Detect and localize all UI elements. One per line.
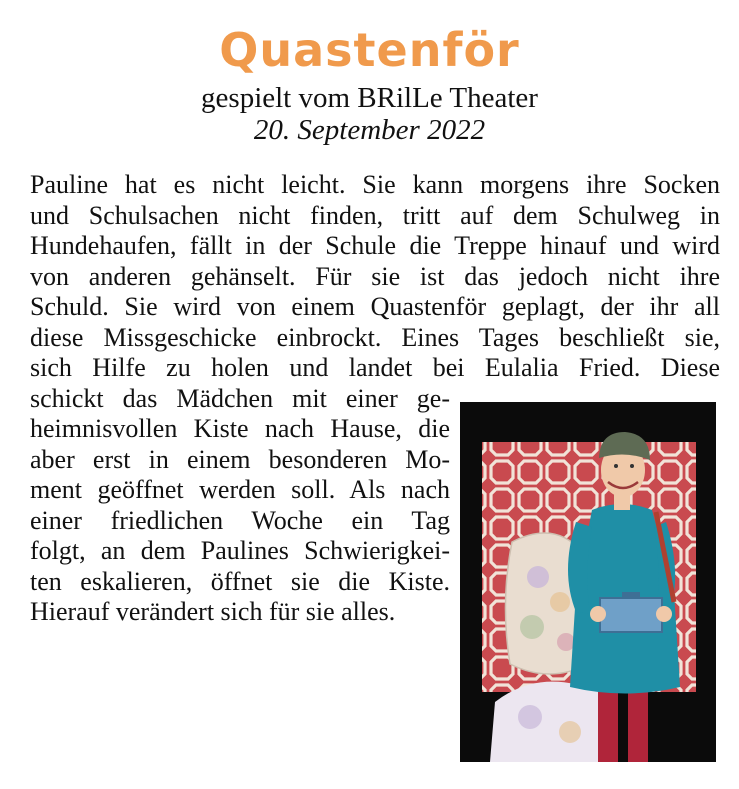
body-line: folgt, an dem Paulines Schwierigkei- [30,536,450,565]
body-line: diese Missgeschicke einbrockt. Eines Tages beschließt sie, [30,322,720,352]
stage-photo [460,402,716,762]
document-title: Quastenför [219,23,520,77]
body-line: Pauline hat es nicht leicht. Sie kann morgens ihre Socken [30,170,720,199]
body-line: aber erst in einem besonderen Mo- [30,444,450,474]
body-line: Hierauf verändert sich für sie alles. [30,597,396,626]
stage-photo-illustration [460,402,716,762]
body-line: Hundehaufen, fällt in der Schule die Treppe hinauf und wird [30,231,720,260]
body-line: ten eskalieren, öffnet sie die Kiste. [30,566,450,596]
document-date: 20. September 2022 [253,114,486,146]
body-line: schickt das Mädchen mit einer ge- [30,383,450,413]
body-line: und Schulsachen nicht finden, tritt auf dem Schulweg in [30,200,720,230]
body-line: Schuld. Sie wird von einem Quastenför geplagt, der ihr all [30,292,720,321]
floor-cloth [490,682,610,762]
body-line: ment geöffnet werden soll. Als nach [30,475,450,504]
document-subtitle: gespielt vom BRilLe Theater [201,82,538,114]
body-line: von anderen gehänselt. Für sie ist das jedoch nicht ihre [30,261,720,291]
body-line: heimnisvollen Kiste nach Hause, die [30,414,450,443]
box [600,598,662,632]
body-line: einer friedlichen Woche ein Tag [30,505,450,535]
body-line: sich Hilfe zu holen und landet bei Eulalia Fried. Diese [30,353,720,382]
